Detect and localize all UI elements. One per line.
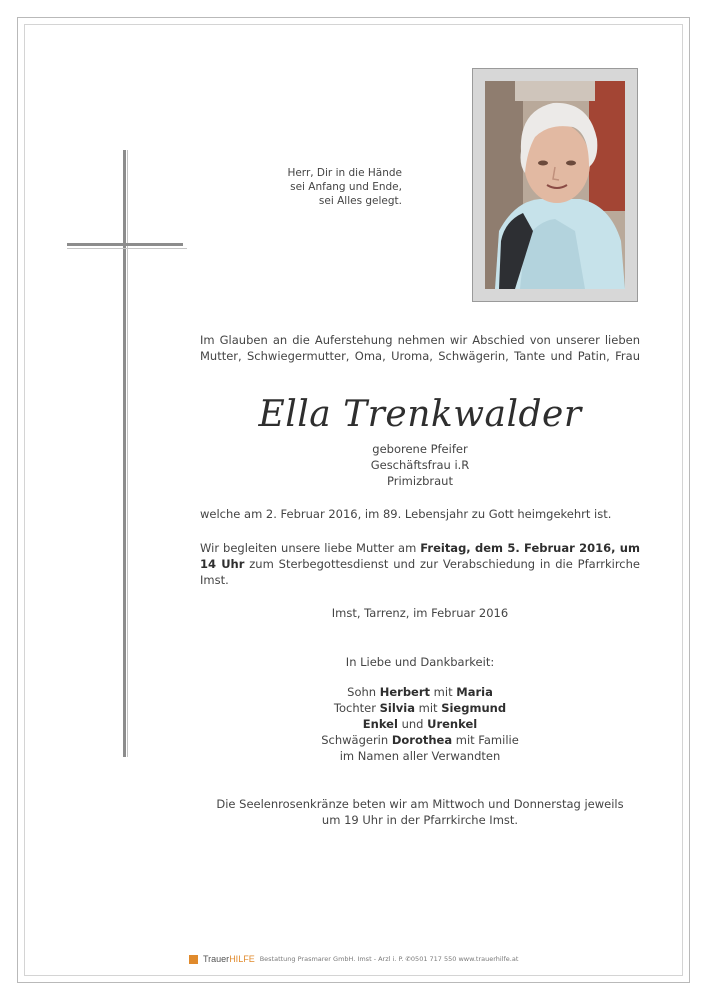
rosary-line: Die Seelenrosenkränze beten wir am Mittwoch und Donnerstag jeweils	[216, 797, 624, 811]
logo-text: TrauerHILFE	[203, 954, 255, 964]
verse	[262, 166, 402, 208]
funeral-text: zum Sterbegottesdienst und zur Verabschiedung in die Pfarrkirche	[244, 557, 640, 571]
funeral-time: 14 Uhr	[200, 557, 245, 571]
mourner-line: Tochter Silvia mit Siegmund	[333, 701, 507, 715]
place-date: Imst, Tarrenz, im Februar 2016	[331, 606, 509, 620]
funeral-line-1	[200, 540, 640, 556]
footer-text: Bestattung Prasmarer GmbH. Imst - Arzl i. P. ✆0501 717 550 www.trauerhilfe.at	[259, 955, 519, 963]
subtitle-line: Geschäftsfrau i.R	[370, 458, 470, 472]
funeral-line-2	[200, 556, 640, 572]
verse-line: sei Alles gelegt.	[318, 195, 402, 207]
subtitle-line: Primizbraut	[387, 474, 453, 488]
mourner-line: Sohn Herbert mit Maria	[347, 685, 493, 699]
verse-line: Herr, Dir in die Hände	[287, 167, 402, 179]
funeral-text: Wir begleiten unsere liebe Mutter am	[200, 541, 421, 555]
deceased-name: Ella Trenkwalder	[258, 394, 582, 435]
mourners	[200, 684, 640, 764]
intro-line: Im Glauben an die Auferstehung nehmen wir Abschied von unserer lieben	[200, 333, 640, 347]
rosary-info	[200, 796, 640, 828]
mourner-line: Enkel und Urenkel	[362, 717, 478, 731]
gratitude: In Liebe und Dankbarkeit:	[345, 655, 495, 669]
intro	[200, 332, 640, 364]
subtitle-line: geborene Pfeifer	[372, 442, 468, 456]
mourner-line: Schwägerin Dorothea mit Familie	[321, 733, 519, 747]
death-notice: welche am 2. Februar 2016, im 89. Lebensjahr zu Gott heimgekehrt ist.	[200, 507, 612, 521]
trauerhilfe-logo-icon	[189, 955, 198, 964]
portrait-photo	[485, 81, 625, 289]
rosary-line: um 19 Uhr in der Pfarrkirche Imst.	[321, 813, 519, 827]
footer	[189, 954, 549, 964]
name-subtitles	[200, 441, 640, 489]
funeral-date: Freitag, dem 5. Februar 2016, um	[420, 541, 640, 555]
funeral-line-3: Imst.	[200, 573, 229, 587]
intro-line: Mutter, Schwiegermutter, Oma, Uroma, Schwägerin, Tante und Patin, Frau	[200, 349, 640, 363]
portrait-frame	[472, 68, 638, 302]
funeral-info	[200, 540, 640, 588]
verse-line: sei Anfang und Ende,	[290, 181, 402, 193]
mourner-line: im Namen aller Verwandten	[339, 749, 501, 763]
